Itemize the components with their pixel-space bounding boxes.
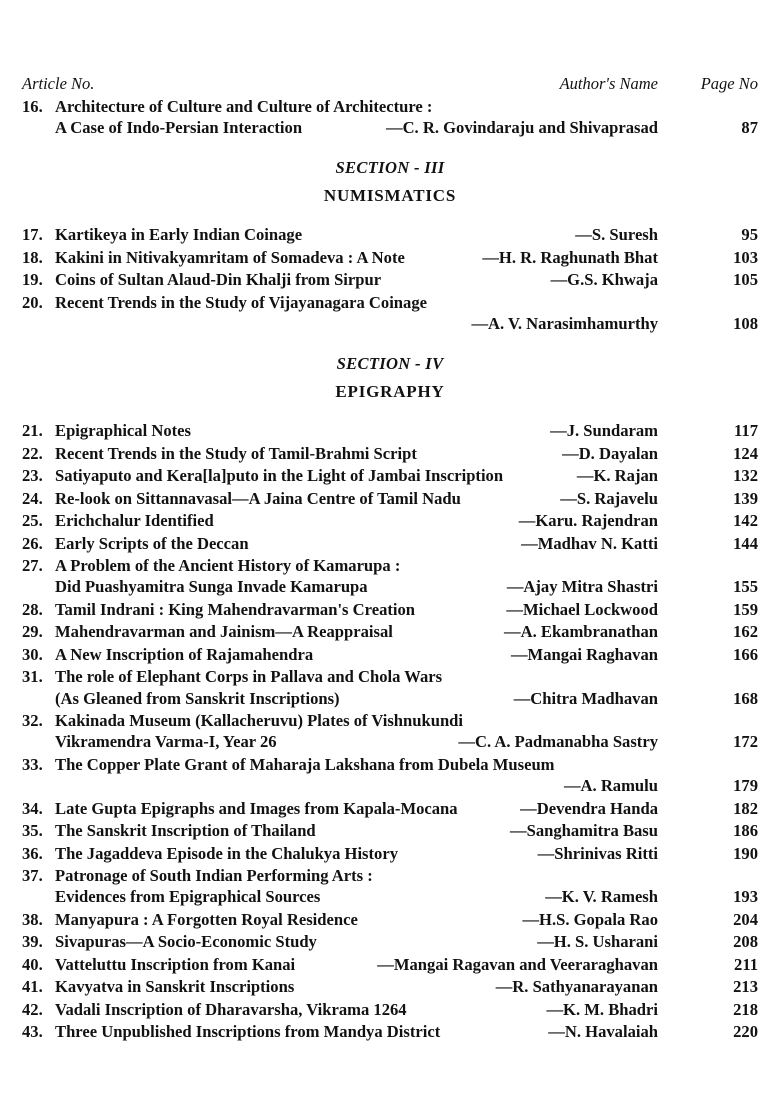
section-label: SECTION - III [335, 157, 445, 177]
toc-entry[interactable] [0, 976, 780, 997]
section-name: NUMISMATICS [323, 186, 457, 206]
entry-author: —J. Sundaram [550, 421, 658, 441]
toc-entry[interactable] [0, 224, 780, 245]
entry-author: —H. R. Raghunath Bhat [482, 247, 658, 267]
toc-entry[interactable] [0, 555, 780, 598]
entry-number: 17. [22, 225, 43, 245]
entry-author: —A. Ramulu [563, 776, 658, 796]
entry-author: —Devendra Handa [520, 798, 658, 818]
toc-entry[interactable] [0, 269, 780, 290]
entry-title: Three Unpublished Inscriptions from Mandya District [55, 1022, 441, 1042]
entry-page-number: 182 [733, 798, 758, 818]
toc-entry-line [0, 269, 780, 290]
toc-entry-line [0, 754, 780, 775]
entry-title: Vatteluttu Inscription from Kanai [55, 954, 296, 974]
entry-number: 22. [22, 443, 43, 463]
entry-author: —Michael Lockwood [506, 599, 658, 619]
entry-number: 18. [22, 247, 43, 267]
entry-title: Evidences from Epigraphical Sources [55, 887, 321, 907]
entry-number: 40. [22, 954, 43, 974]
entry-number: 43. [22, 1022, 43, 1042]
column-header-article-no: Article No. [22, 74, 95, 93]
entry-title: Recent Trends in the Study of Tamil-Brahmi Script [55, 443, 417, 463]
toc-entry-line [0, 644, 780, 665]
entry-title: Kakinada Museum (Kallacheruvu) Plates of Vishnukundi [55, 711, 464, 731]
entry-page-number: 159 [733, 599, 758, 619]
entry-page-number: 218 [733, 999, 758, 1019]
entry-author: —H. S. Usharani [537, 932, 658, 952]
toc-entry-line [0, 731, 780, 752]
entry-author: —H.S. Gopala Rao [522, 909, 658, 929]
spacer [0, 206, 780, 224]
section-divider [0, 157, 780, 207]
toc-entry-line [0, 488, 780, 509]
entry-number: 32. [22, 711, 43, 731]
entry-title: Coins of Sultan Alaud-Din Khalji from Sirpur [55, 270, 382, 290]
entry-page-number: 139 [733, 488, 758, 508]
toc-entry-line [0, 292, 780, 313]
entry-number: 35. [22, 821, 43, 841]
entry-author: —G.S. Khwaja [550, 270, 658, 290]
toc-entry-line [0, 954, 780, 975]
entry-number: 39. [22, 932, 43, 952]
toc-entry-list [0, 96, 780, 1044]
entry-title: The Copper Plate Grant of Maharaja Lakshana from Dubela Museum [55, 754, 555, 774]
entry-number: 27. [22, 556, 43, 576]
entry-title: Mahendravarman and Jainism—A Reappraisal [55, 622, 393, 642]
entry-author: —N. Havalaiah [548, 1022, 658, 1042]
toc-entry-line [0, 621, 780, 642]
entry-page-number: 117 [734, 421, 758, 441]
spacer [0, 336, 780, 353]
entry-title: Kavyatva in Sanskrit Inscriptions [55, 977, 295, 997]
entry-author: —Madhav N. Katti [521, 533, 658, 553]
entry-author: —Shrinivas Ritti [537, 843, 658, 863]
entry-title: Early Scripts of the Deccan [55, 533, 249, 553]
entry-author: —K. Rajan [576, 466, 658, 486]
entry-page-number: 193 [733, 887, 758, 907]
toc-entry[interactable] [0, 710, 780, 753]
entry-page-number: 103 [733, 247, 758, 267]
toc-entry-line [0, 886, 780, 907]
entry-title: The role of Elephant Corps in Pallava and Chola Wars [55, 667, 443, 687]
spacer [0, 374, 780, 381]
entry-number: 16. [22, 97, 43, 116]
entry-number: 36. [22, 843, 43, 863]
entry-author: —D. Dayalan [562, 443, 658, 463]
entry-number: 23. [22, 466, 43, 486]
entry-title: A New Inscription of Rajamahendra [55, 644, 314, 664]
entry-title: The Sanskrit Inscription of Thailand [55, 821, 316, 841]
toc-entry[interactable] [0, 599, 780, 620]
toc-entry[interactable] [0, 931, 780, 952]
entry-page-number: 208 [733, 932, 758, 952]
entry-title: Vikramendra Varma-I, Year 26 [55, 732, 277, 752]
entry-title: Erichchalur Identified [55, 511, 214, 531]
toc-entry-line [0, 798, 780, 819]
entry-number: 34. [22, 798, 43, 818]
entry-number: 31. [22, 667, 43, 687]
section-label: SECTION - IV [336, 353, 444, 373]
entry-page-number: 142 [733, 511, 758, 531]
entry-author: —R. Sathyanarayanan [495, 977, 658, 997]
entry-title: Re-look on Sittannavasal—A Jaina Centre of Tamil Nadu [55, 488, 461, 508]
toc-entry[interactable] [0, 621, 780, 642]
entry-page-number: 144 [733, 533, 758, 553]
spacer [0, 402, 780, 420]
entry-page-number: 172 [733, 732, 758, 752]
toc-entry-line [0, 533, 780, 554]
toc-entry-line [0, 443, 780, 464]
spacer [0, 140, 780, 157]
entry-author: —S. Suresh [575, 225, 658, 245]
entry-title: Sivapuras—A Socio-Economic Study [55, 932, 317, 952]
entry-number: 29. [22, 622, 43, 642]
entry-title: A Case of Indo-Persian Interaction [55, 118, 303, 138]
entry-number: 25. [22, 511, 43, 531]
entry-author: —Chitra Madhavan [513, 688, 658, 708]
entry-page-number: 162 [733, 622, 758, 642]
toc-entry-line [0, 117, 780, 138]
entry-author: —A. Ekambranathan [504, 622, 658, 642]
entry-author: —C. A. Padmanabha Sastry [458, 732, 658, 752]
entry-title: Satiyaputo and Kera[la]puto in the Light of Jambai Inscription [55, 466, 504, 486]
entry-title: Recent Trends in the Study of Vijayanagara Coinage [55, 292, 427, 312]
toc-entry-line [0, 775, 780, 796]
toc-entry[interactable] [0, 96, 780, 139]
toc-entry-line [0, 909, 780, 930]
entry-page-number: 155 [733, 577, 758, 597]
toc-entry[interactable] [0, 510, 780, 531]
entry-number: 41. [22, 977, 43, 997]
toc-entry[interactable] [0, 488, 780, 509]
entry-author: —K. M. Bhadri [546, 999, 658, 1019]
toc-entry-line [0, 576, 780, 597]
entry-page-number: 190 [733, 843, 758, 863]
entry-page-number: 105 [733, 270, 758, 290]
entry-author: —C. R. Govindaraju and Shivaprasad [385, 118, 658, 138]
section-name: EPIGRAPHY [335, 381, 445, 401]
toc-entry[interactable] [0, 292, 780, 335]
toc-entry[interactable] [0, 865, 780, 908]
entry-page-number: 204 [733, 909, 758, 929]
toc-entry[interactable] [0, 909, 780, 930]
entry-title: Vadali Inscription of Dharavarsha, Vikrama 1264 [55, 999, 407, 1019]
entry-page-number: 124 [733, 443, 758, 463]
entry-page-number: 211 [734, 954, 758, 974]
toc-entry[interactable] [0, 465, 780, 486]
toc-entry[interactable] [0, 666, 780, 709]
entry-author: —Karu. Rajendran [518, 511, 658, 531]
entry-title: Architecture of Culture and Culture of Architecture : [55, 97, 433, 116]
entry-title: Patronage of South Indian Performing Arts : [55, 866, 373, 886]
toc-entry-line [0, 555, 780, 576]
column-header-author-name: Author's Name [559, 74, 658, 93]
toc-entry-line [0, 313, 780, 334]
toc-entry-line [0, 96, 780, 117]
entry-number: 21. [22, 421, 43, 441]
entry-title: Tamil Indrani : King Mahendravarman's Creation [55, 599, 416, 619]
entry-page-number: 213 [733, 977, 758, 997]
column-header-page-no: Page No [700, 74, 758, 93]
toc-entry[interactable] [0, 644, 780, 665]
entry-number: 30. [22, 644, 43, 664]
entry-number: 26. [22, 533, 43, 553]
entry-number: 38. [22, 909, 43, 929]
entry-page-number: 95 [741, 225, 758, 245]
toc-entry[interactable] [0, 443, 780, 464]
toc-entry-line [0, 843, 780, 864]
entry-title: Late Gupta Epigraphs and Images from Kapala-Mocana [55, 798, 458, 818]
entry-page-number: 108 [733, 314, 758, 334]
column-header-row [22, 74, 758, 94]
toc-entry[interactable] [0, 247, 780, 268]
toc-entry[interactable] [0, 754, 780, 797]
toc-entry-line [0, 1021, 780, 1042]
entry-author: —S. Rajavelu [560, 488, 658, 508]
entry-title: Manyapura : A Forgotten Royal Residence [55, 909, 358, 929]
entry-page-number: 132 [733, 466, 758, 486]
entry-title: Epigraphical Notes [55, 421, 191, 441]
entry-author: —Mangai Raghavan [510, 644, 658, 664]
toc-entry[interactable] [0, 954, 780, 975]
section-divider [0, 353, 780, 403]
toc-entry-line [0, 420, 780, 441]
toc-entry[interactable] [0, 1021, 780, 1042]
toc-entry-line [0, 999, 780, 1020]
toc-entry[interactable] [0, 999, 780, 1020]
toc-entry-line [0, 931, 780, 952]
toc-entry-line [0, 710, 780, 731]
toc-entry-line [0, 510, 780, 531]
toc-entry-line [0, 465, 780, 486]
entry-number: 24. [22, 488, 43, 508]
toc-entry-line [0, 976, 780, 997]
entry-page-number: 166 [733, 644, 758, 664]
entry-number: 42. [22, 999, 43, 1019]
entry-number: 20. [22, 292, 43, 312]
entry-author: —Sanghamitra Basu [510, 821, 658, 841]
toc-entry-line [0, 666, 780, 687]
toc-entry-line [0, 820, 780, 841]
toc-entry[interactable] [0, 843, 780, 864]
toc-entry-line [0, 865, 780, 886]
entry-title: A Problem of the Ancient History of Kamarupa : [55, 556, 401, 576]
entry-author: —A. V. Narasimhamurthy [471, 314, 658, 334]
entry-title: (As Gleaned from Sanskrit Inscriptions) [55, 688, 340, 708]
entry-page-number: 220 [733, 1022, 758, 1042]
entry-author: —K. V. Ramesh [545, 887, 658, 907]
entry-title: Kakini in Nitivakyamritam of Somadeva : A Note [55, 247, 405, 267]
entry-page-number: 87 [741, 118, 758, 138]
entry-page-number: 186 [733, 821, 758, 841]
entry-number: 28. [22, 599, 43, 619]
toc-entry[interactable] [0, 798, 780, 819]
entry-page-number: 168 [733, 688, 758, 708]
toc-entry-line [0, 247, 780, 268]
entry-title: Kartikeya in Early Indian Coinage [55, 225, 303, 245]
entry-page-number: 179 [733, 776, 758, 796]
entry-title: Did Puashyamitra Sunga Invade Kamarupa [55, 577, 368, 597]
toc-entry-line [0, 224, 780, 245]
entry-number: 33. [22, 754, 43, 774]
spacer [0, 178, 780, 185]
toc-entry[interactable] [0, 420, 780, 441]
entry-number: 37. [22, 866, 43, 886]
entry-author: —Mangai Ragavan and Veeraraghavan [377, 954, 658, 974]
toc-entry[interactable] [0, 533, 780, 554]
entry-number: 19. [22, 270, 43, 290]
toc-entry[interactable] [0, 820, 780, 841]
entry-title: The Jagaddeva Episode in the Chalukya History [55, 843, 398, 863]
toc-entry-line [0, 599, 780, 620]
entry-author: —Ajay Mitra Shastri [506, 577, 658, 597]
spacer [0, 1043, 780, 1044]
toc-entry-line [0, 688, 780, 709]
